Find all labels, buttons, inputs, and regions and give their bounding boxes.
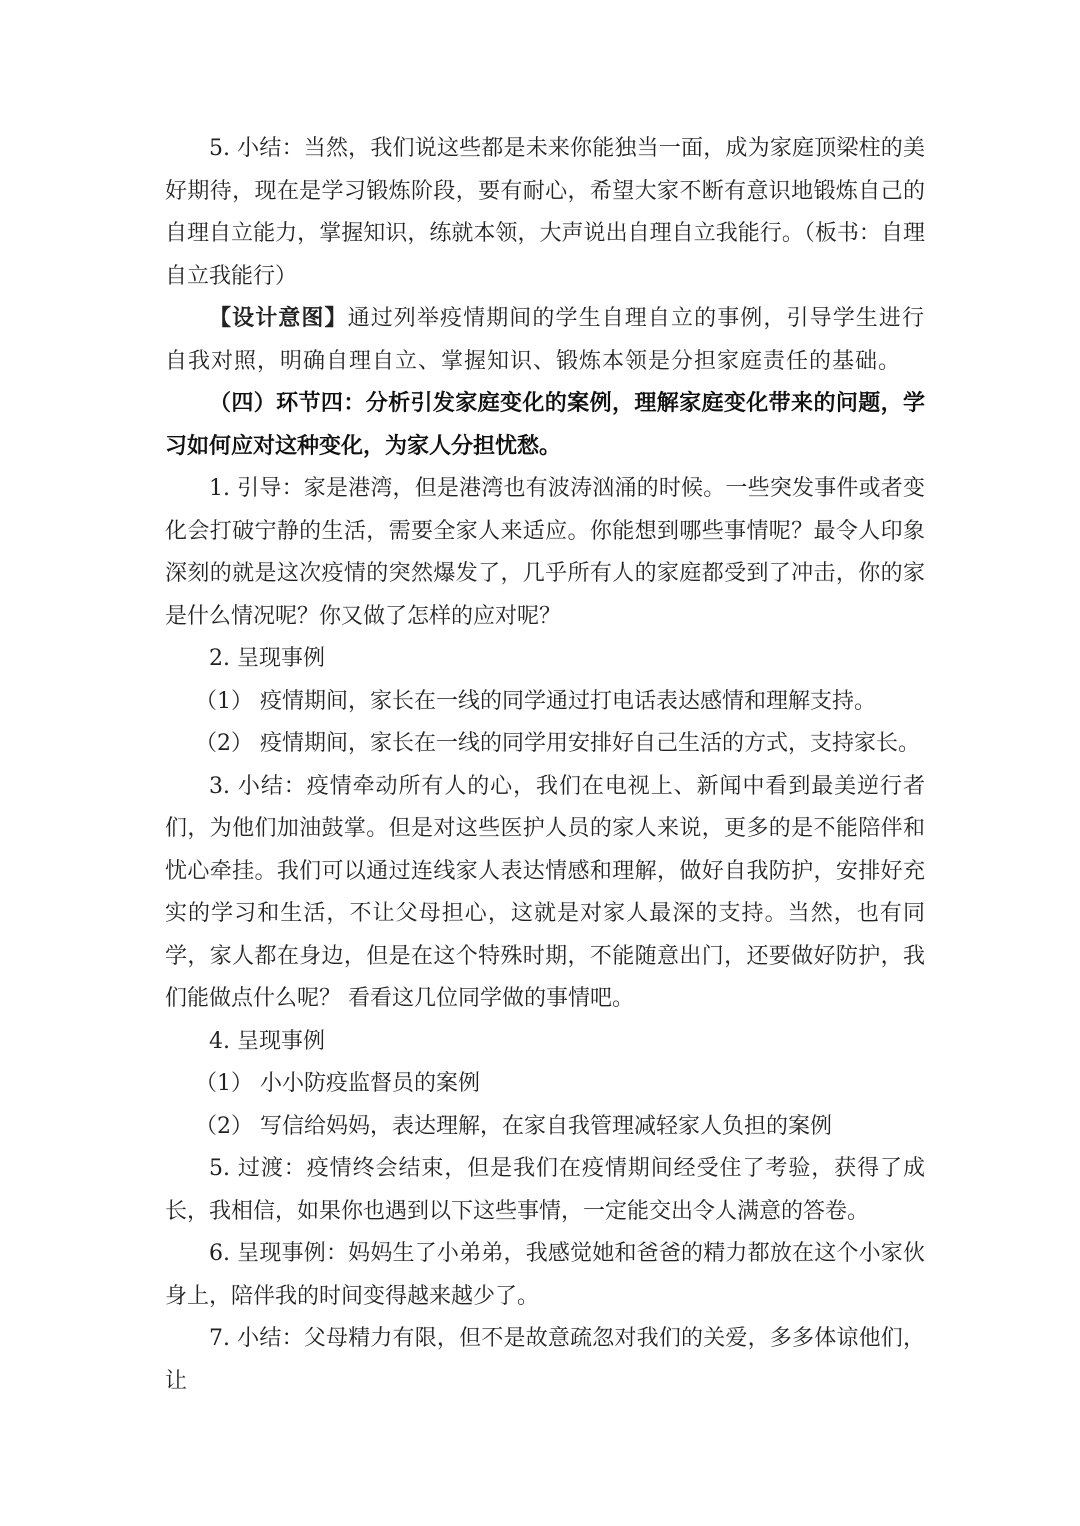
case-item: （2） 写信给妈妈，表达理解，在家自我管理减轻家人负担的案例	[195, 1113, 832, 1139]
summary-paragraph-7: 7. 小结：父母精力有限，但不是故意疏忽对我们的关爱，多多体谅他们，让	[165, 1326, 925, 1394]
summary-paragraph: 5. 小结：当然，我们说这些都是未来你能独当一面，成为家庭顶梁柱的美好期待，现在是学习锻炼阶段，要有耐心，希望大家不断有意识地锻炼自己的自理自立能力，掌握知识，练就本领，大声说出自理自立我能行。（板书：自理自立我能行）	[165, 136, 925, 289]
document-body	[165, 128, 925, 1403]
section-four-heading: （四）环节四：分析引发家庭变化的案例，理解家庭变化带来的问题，学习如何应对这种变化，为家人分担忧愁。	[165, 391, 925, 459]
transition-paragraph: 5. 过渡：疫情终会结束，但是我们在疫情期间经受住了考验，获得了成长，我相信，如果你也遇到以下这些事情，一定能交出令人满意的答卷。	[165, 1156, 925, 1224]
case-paragraph-6: 6. 呈现事例：妈妈生了小弟弟，我感觉她和爸爸的精力都放在这个小家伙身上，陪伴我的时间变得越来越少了。	[165, 1241, 925, 1309]
guide-paragraph: 1. 引导：家是港湾，但是港湾也有波涛汹涌的时候。一些突发事件或者变化会打破宁静的生活，需要全家人来适应。你能想到哪些事情呢？最令人印象深刻的就是这次疫情的突然爆发了，几乎所有人的家庭都受到了冲击，你的家是什么情况呢？你又做了怎样的应对呢？	[165, 476, 925, 629]
case-item: （2） 疫情期间，家长在一线的同学用安排好自己生活的方式，支持家长。	[195, 731, 920, 756]
design-intent-text: 通过列举疫情期间的学生自理自立的事例，引导学生进行自我对照，明确自理自立、掌握知识、锻炼本领是分担家庭责任的基础。	[165, 306, 925, 374]
case-heading-1: 2. 呈现事例	[209, 646, 325, 671]
case-heading-2: 4. 呈现事例	[209, 1028, 325, 1054]
summary-paragraph-3: 3. 小结：疫情牵动所有人的心，我们在电视上、新闻中看到最美逆行者们，为他们加油鼓掌。但是对这些医护人员的家人来说，更多的是不能陪伴和忧心牵挂。我们可以通过连线家人表达情感和理解，做好自我防护，安排好充实的学习和生活，不让父母担心，这就是对家人最深的支持。当然，也有同学，家人都在身边，但是在这个特殊时期，不能随意出门，还要做好防护，我们能做点什么呢？ 看看这几位同学做的事情吧。	[165, 773, 925, 1011]
case-item: （1） 小小防疫监督员的案例	[195, 1071, 480, 1096]
design-intent-paragraph	[165, 298, 925, 383]
design-intent-tag: 【设计意图】	[209, 306, 348, 331]
case-item: （1） 疫情期间，家长在一线的同学通过打电话表达感情和理解支持。	[195, 688, 876, 714]
